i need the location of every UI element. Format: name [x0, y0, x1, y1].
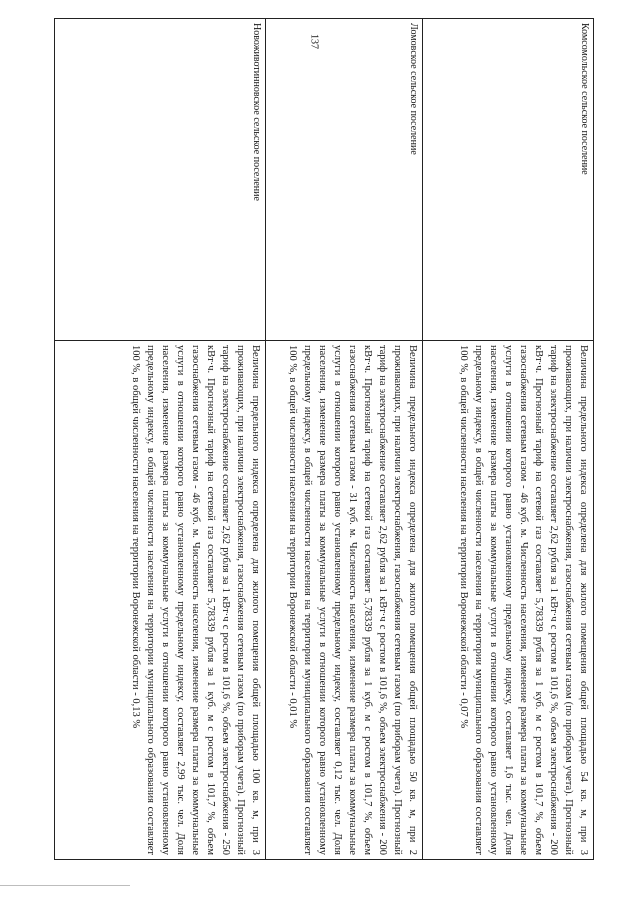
settlement-name-cell: Комсомольское сельское поселение — [423, 19, 593, 341]
scan-edge-line — [0, 885, 130, 886]
settlement-name-cell: Ломовское сельское поселение — [266, 19, 422, 341]
page-number: 137 — [308, 34, 320, 49]
table-row — [55, 19, 265, 859]
settlement-name-cell: Новоживотинновское сельское поселение — [55, 19, 265, 341]
document-table-container — [54, 18, 594, 860]
index-description-cell: Величина предельного индекса определена для жилого помещения общей площадью 54 кв. м, при 3 проживающих, при наличии электроснабжения, газоснабжения сетевым газом (по приборам учета). Прогнозный тариф на электроснабжение составляет 2,62 рубля за 1 кВт·ч с ростом в 101,6 %, объем электроснабжения - 200 кВт·ч. Прогнозный тариф на сетевой газ составляет 5,78339 рубля за 1 куб. м с ростом в 101,7 %, объем газоснабжения сетевым газом - 46 куб. м. Численность населения, изменение размера платы за коммунальные услуги в отношении которого равно установленному предельному индексу, составляет 1,6 тыс. чел. Доля населения, изменение размера платы за коммунальные услуги в отношении которого равно установленному предельному индексу, в общей численности населения на территории муниципального образования составляет 100 %, в общей численности населения на территории Воронежской области - 0,07 % — [458, 345, 589, 855]
table-row — [265, 19, 422, 859]
table-row — [422, 19, 593, 859]
index-description-cell: Величина предельного индекса определена для жилого помещения общей площадью 50 кв. м, при 2 проживающих, при наличии электроснабжения, газоснабжения сетевым газом (по приборам учета). Прогнозный тариф на электроснабжение составляет 2,62 рубля за 1 кВт·ч с ростом в 101,6 %, объем электроснабжения - 200 кВт·ч. Прогнозный тариф на сетевой газ составляет 5,78339 рубля за 1 куб. м с ростом в 101,7 %, объем газоснабжения сетевым газом - 31 куб. м. Численность населения, изменение размера платы за коммунальные услуги в отношении которого равно установленному предельному индексу, составляет 0,12 тыс. чел. Доля населения, изменение размера платы за коммунальные услуги в отношении которого равно установленному предельному индексу, в общей численности населения на территории муниципального образования составляет 100 %, в общей численности населения на территории Воронежской области - 0,01 % — [287, 345, 418, 855]
settlement-index-table — [54, 18, 594, 860]
index-description-cell: Величина предельного индекса определена для жилого помещения общей площадью 100 кв. м, при 3 проживающих, при наличии электроснабжения, газоснабжения сетевым газом (по приборам учета). Прогнозный тариф на электроснабжение составляет 2,62 рубля за 1 кВт·ч с ростом в 101,6 %, объем электроснабжения - 250 кВт·ч. Прогнозный тариф на сетевой газ составляет 5,78339 рубля за 1 куб. м с ростом в 101,7 %, объем газоснабжения сетевым газом - 46 куб. м. Численность населения, изменение размера платы за коммунальные услуги в отношении которого равно установленному предельному индексу, составляет 2,99 тыс. чел. Доля населения, изменение размера платы за коммунальные услуги в отношении которого равно установленному предельному индексу, в общей численности населения на территории муниципального образования составляет 100 %, в общей численности населения на территории Воронежской области - 0,13 % — [130, 345, 261, 855]
